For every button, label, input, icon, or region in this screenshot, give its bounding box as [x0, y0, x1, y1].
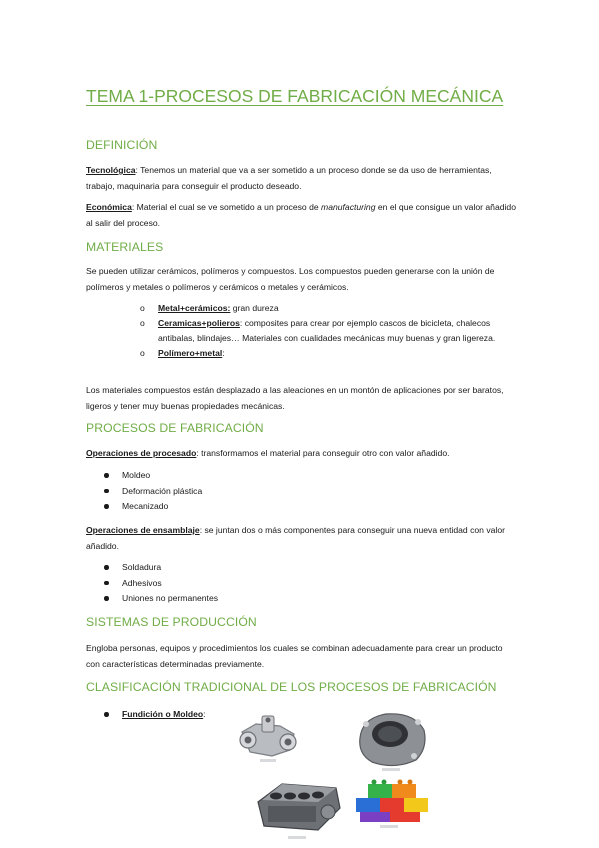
ensamblaje-list — [104, 560, 218, 607]
list-item — [140, 301, 520, 316]
heading-sistemas: SISTEMAS DE PRODUCCIÓN — [86, 615, 257, 629]
engine-block-photo — [252, 768, 344, 844]
text-ensamblaje: : se juntan dos o más componentes para conseguir una nueva entidad con valor añadido. — [86, 525, 505, 551]
paragraph-tecnologica — [86, 162, 516, 194]
paragraph-materiales-intro: Se pueden utilizar cerámicos, polímeros y compuestos. Los compuestos pueden generarse con la unión de polímeros y metales o polímeros y cerámicos o metales y cerámicos. — [86, 266, 495, 292]
procesado-list — [104, 468, 202, 515]
list-item: Mecanizado — [104, 499, 202, 515]
pump-housing-photo — [352, 704, 432, 776]
item-term: Ceramicas+polieros — [158, 318, 240, 328]
list-item: Uniones no permanentes — [104, 591, 218, 607]
paragraph-ensamblaje — [86, 522, 516, 554]
list-item — [104, 707, 206, 723]
list-item: Deformación plástica — [104, 484, 202, 500]
materials-sublist — [140, 301, 520, 361]
page-title: TEMA 1-PROCESOS DE FABRICACIÓN MECÁNICA — [86, 86, 504, 106]
list-item — [140, 316, 520, 346]
text-procesado: : transformamos el material para conseguir otro con valor añadido. — [196, 448, 450, 458]
term-tecnologica: Tecnológica — [86, 165, 136, 175]
valve-casting-photo — [232, 710, 304, 768]
heading-clasificacion: CLASIFICACIÓN TRADICIONAL DE LOS PROCESOS DE FABRICACIÓN — [86, 680, 497, 694]
list-item: Moldeo — [104, 468, 202, 484]
list-item — [140, 346, 520, 361]
plastic-bricks-photo — [350, 772, 434, 832]
item-text: : — [222, 348, 225, 358]
paragraph-economica — [86, 199, 516, 231]
item-term: Metal+cerámicos: — [158, 303, 231, 313]
clasificacion-list — [104, 707, 206, 723]
heading-procesos: PROCESOS DE FABRICACIÓN — [86, 421, 264, 435]
item-text: gran dureza — [230, 303, 279, 313]
text-economica-1: : Material el cual se ve sometido a un proceso de — [131, 202, 322, 212]
item-term: Polímero+metal — [158, 348, 223, 358]
paragraph-sistemas: Engloba personas, equipos y procedimientos los cuales se combinan adecuadamente para crear un producto con características determinadas previamente. — [86, 643, 503, 669]
heading-materiales: MATERIALES — [86, 240, 164, 254]
list-item: Adhesivos — [104, 576, 218, 592]
heading-definicion: DEFINICIÓN — [86, 138, 158, 152]
paragraph-materiales-outro: Los materiales compuestos están desplazado a las aleaciones en un montón de aplicaciones por ser baratos, ligeros y tener muy buenas propiedades mecánicas. — [86, 385, 504, 411]
text-economica-italic: manufacturing — [321, 202, 376, 212]
text-fundicion: : — [203, 709, 206, 719]
paragraph-procesado — [86, 445, 516, 461]
term-economica: Económica — [86, 202, 132, 212]
list-item: Soldadura — [104, 560, 218, 576]
text-tecnologica: : Tenemos un material que va a ser sometido a un proceso donde se da uso de herramientas, trabajo, maquinaria para conseguir el producto deseado. — [86, 165, 492, 191]
term-procesado: Operaciones de procesado — [86, 448, 197, 458]
text-economica-2: en el que consigue un valor añadido al salir del proceso. — [86, 202, 516, 228]
term-fundicion: Fundición o Moldeo — [122, 709, 204, 719]
term-ensamblaje: Operaciones de ensamblaje — [86, 525, 200, 535]
item-text: : composites para crear por ejemplo cascos de bicicleta, chalecos antibalas, blindajes… Materiales con cualidades mecánicas muy buenas y gran ligereza. — [158, 318, 496, 343]
